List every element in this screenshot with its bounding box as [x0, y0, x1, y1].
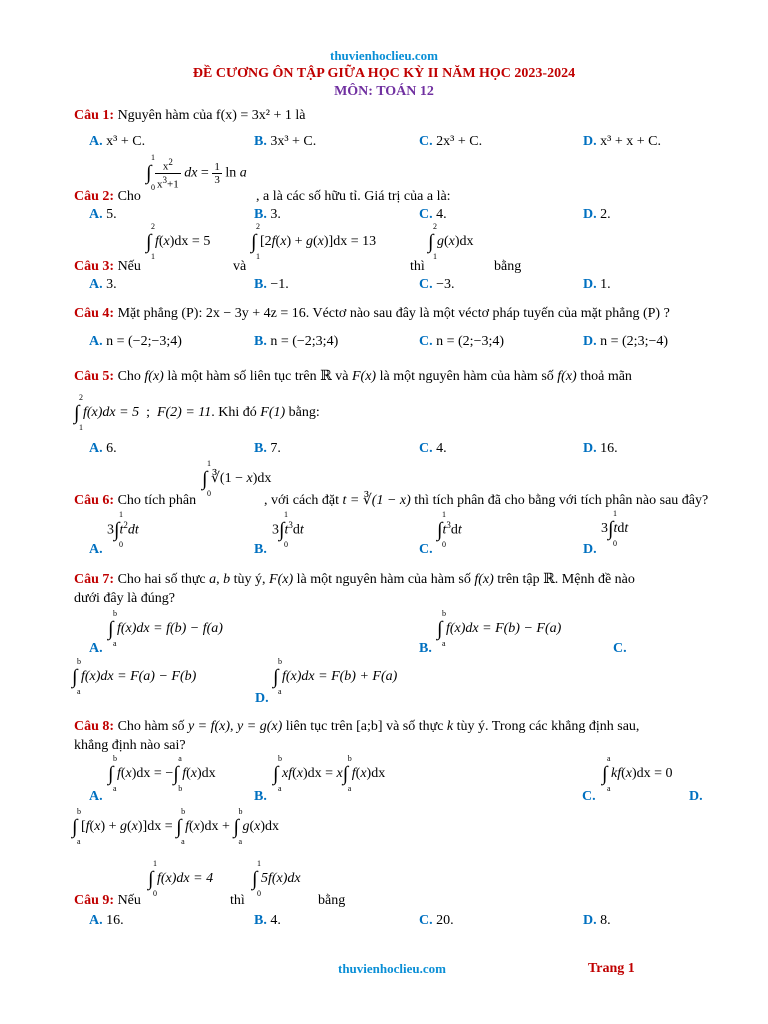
option-label: A.: [89, 134, 103, 149]
option-label: C.: [419, 277, 433, 292]
option-text: f(x)dx = F(a) − F(b): [80, 669, 197, 685]
q3-option-b[interactable]: B. −1.: [254, 277, 289, 292]
q5-option-c[interactable]: C. 4.: [419, 441, 447, 456]
q8-option-c[interactable]: ∫ a a kf(x)dx = 0: [602, 754, 673, 793]
q9-option-a[interactable]: A. 16.: [89, 913, 124, 928]
q7-option-a-label: [89, 640, 103, 657]
question-5-real-set: ℝ: [320, 369, 332, 384]
option-text: f(x)dx = F(b) − F(a): [445, 621, 562, 637]
question-6-text: Cho tích phân: [117, 493, 197, 508]
option-text: 6: [106, 441, 114, 456]
option-text: 4: [436, 441, 444, 456]
q5-option-b[interactable]: B. 7.: [254, 441, 281, 456]
question-8-text: Cho hàm số: [117, 719, 185, 734]
question-4: [74, 305, 670, 322]
q9-option-d[interactable]: D. 8.: [583, 913, 611, 928]
q3-formula-3: ∫ 2 1 g(x)dx: [428, 222, 474, 261]
header-site[interactable]: thuvienhoclieu.com: [330, 48, 438, 63]
option-label: C.: [419, 913, 433, 928]
question-5-text-1: là một hàm số liên tục trên: [167, 369, 317, 384]
option-text: 8: [600, 913, 608, 928]
q4-option-a[interactable]: [89, 333, 182, 350]
option-label: D.: [583, 207, 597, 222]
question-5-then: . Khi đó: [211, 405, 257, 421]
option-label: B.: [254, 789, 267, 804]
question-7-f: f(x): [474, 572, 494, 587]
option-text: x³ + x + C: [600, 134, 658, 149]
option-label: B.: [254, 277, 267, 292]
option-text: 20: [436, 913, 451, 928]
question-7-F: F(x): [269, 572, 294, 587]
q6-option-b[interactable]: 3∫ 1 0 $t^3dt$ B.: [254, 510, 304, 557]
option-text: n = (−2;3;4): [270, 334, 339, 349]
option-label: B.: [254, 913, 267, 928]
question-5-label: Câu 5:: [74, 369, 115, 384]
q2-option-a[interactable]: [89, 206, 117, 223]
option-label: B.: [419, 641, 432, 656]
question-5-text-2: và: [335, 369, 349, 384]
q3-option-c[interactable]: C. −3.: [419, 277, 455, 292]
q8-option-c-label: [582, 788, 596, 805]
question-1: [74, 107, 306, 124]
option-text: 16: [106, 913, 121, 928]
q7-option-c-label: [613, 640, 627, 657]
option-label: C.: [419, 207, 433, 222]
question-7-var-b: b: [223, 572, 231, 587]
question-9-label: Câu 9:: [74, 893, 115, 908]
document-title: ĐỀ CƯƠNG ÔN TẬP GIỮA HỌC KỲ II NĂM HỌC 2023-2024: [192, 66, 576, 81]
question-5-f-2: f(x): [557, 369, 577, 384]
q8-option-a[interactable]: ∫ b a f(x)dx = −∫ a b f(x)dx: [108, 754, 216, 793]
question-6-substitution: t = ∛(1 − x): [342, 493, 411, 508]
question-1-tail: là: [295, 108, 306, 123]
q6-option-d[interactable]: 3∫ 1 0 tdt D.: [583, 509, 629, 557]
question-5-f: f(x): [144, 369, 164, 384]
question-5-text-4: thoả mãn: [580, 369, 632, 384]
question-8-text-2: và số thực: [386, 719, 444, 734]
option-text: 4.: [436, 207, 447, 222]
question-5: [74, 368, 632, 385]
q4-option-c[interactable]: [419, 333, 504, 350]
question-5-line-2: ∫ 2 1 f(x)dx = 5 ; F(2) = 11. Khi đó F(1) bằng:: [74, 393, 320, 432]
option-label: C.: [419, 542, 433, 557]
q7-option-a[interactable]: ∫ b a f(x)dx = f(b) − f(a): [108, 609, 223, 648]
integral-sign: ∫ 1 0: [146, 153, 155, 193]
option-text: 7: [270, 441, 278, 456]
question-3-then: thì: [410, 259, 425, 274]
question-8-text-3: tùy ý. Trong các khẳng định sau,: [456, 719, 640, 734]
question-9-then: thì: [230, 893, 245, 908]
option-label: D.: [583, 277, 597, 292]
question-9-equals: bằng: [318, 893, 346, 908]
q4-option-d[interactable]: [583, 333, 668, 350]
option-label: C.: [419, 441, 433, 456]
option-text: 3x³ + C: [270, 134, 313, 149]
question-2-label: Câu 2:: [74, 189, 115, 204]
q5-option-a[interactable]: A. 6.: [89, 441, 117, 456]
option-text: 1: [600, 277, 608, 292]
option-label: C.: [419, 334, 433, 349]
question-5-text-3: là một nguyên hàm của hàm số: [379, 369, 554, 384]
option-label: A.: [89, 641, 103, 656]
q8-option-b-label: [254, 788, 267, 805]
question-8-interval: [a;b]: [356, 719, 383, 734]
option-label: D.: [583, 134, 597, 149]
option-text: 3: [106, 277, 114, 292]
q3-option-a[interactable]: A. 3.: [89, 277, 117, 292]
q7-option-d[interactable]: ∫ b a f(x)dx = F(b) + F(a): [273, 657, 398, 696]
question-6: [74, 492, 196, 509]
option-label: D.: [689, 789, 703, 804]
q9-target: ∫ 1 0 5f(x)dx: [252, 859, 301, 898]
option-label: A.: [89, 542, 103, 557]
question-5-text: Cho: [117, 369, 141, 384]
option-text: 2x³ + C: [436, 134, 479, 149]
question-3: [74, 258, 141, 275]
q1-option-b[interactable]: B. 3x³ + C.: [254, 134, 317, 149]
option-label: D.: [255, 691, 269, 706]
q2-option-b[interactable]: [254, 206, 281, 223]
option-text: −3: [436, 277, 452, 292]
question-2-text: Cho: [117, 189, 141, 204]
question-8-y2: y = g(x): [237, 719, 283, 734]
question-7-text-1: tùy ý,: [233, 572, 266, 587]
question-3-and: và: [233, 259, 247, 274]
option-text: 16: [600, 441, 615, 456]
option-text: n = (−2;−3;4): [106, 334, 182, 349]
q9-option-c[interactable]: C. 20.: [419, 913, 454, 928]
question-5-equals: bằng:: [288, 405, 320, 421]
question-7-text-3: trên tập: [497, 572, 540, 587]
option-label: B.: [254, 207, 267, 222]
footer-site[interactable]: thuvienhoclieu.com: [338, 961, 446, 976]
q6-option-c[interactable]: ∫ 1 0 $t^3dt$ C.: [419, 510, 462, 557]
option-label: D.: [583, 542, 597, 557]
option-text: 5.: [106, 207, 117, 222]
question-9-target: 5f(x)dx: [260, 871, 301, 887]
q6-option-a[interactable]: 3∫ 1 0 $t^2dt$ A.: [89, 510, 139, 557]
question-8-k: k: [446, 719, 454, 734]
question-8-text-1: liên tục trên: [285, 719, 353, 734]
question-6-tail: thì tích phân đã cho bằng với tích phân nào sau đây?: [414, 493, 709, 508]
option-label: A.: [89, 913, 103, 928]
option-label: B.: [254, 542, 267, 557]
q3-formula-2: ∫ 2 1 [2f(x) + g(x)]dx = 13: [251, 222, 377, 261]
option-label: C.: [419, 134, 433, 149]
option-label: A.: [89, 789, 103, 804]
question-8: Câu 8: Cho hàm số y = f(x), y = g(x) liên tục trên [a;b] và số thực k tùy ý. Trong các khẳng định sau,: [74, 719, 640, 734]
document-subject: MÔN: TOÁN 12: [334, 84, 434, 99]
integral-sign: ∫ 2 1: [74, 393, 83, 432]
q5-option-d[interactable]: D. 16.: [583, 441, 618, 456]
option-label: D.: [583, 441, 597, 456]
question-3-text: Nếu: [117, 259, 141, 274]
question-4-tail: . Véctơ nào sau đây là một véctơ pháp tuyến của mặt phẳng (P) ?: [305, 306, 670, 321]
question-3-equals: bằng: [494, 259, 522, 274]
question-1-expr: f(x) = 3x² + 1: [215, 108, 292, 123]
option-text: n = (2;3;−4): [600, 334, 669, 349]
question-9-condition: f(x)dx = 4: [156, 871, 214, 887]
option-text: f(x)dx = F(b) + F(a): [281, 669, 398, 685]
q2-option-d[interactable]: [583, 206, 611, 223]
question-5-condition-2: F(2) = 11: [156, 405, 212, 421]
question-4-text: Mặt phẳng: [117, 306, 178, 321]
option-text: x³ + C: [106, 134, 142, 149]
option-text: 2.: [600, 207, 611, 222]
q1-option-c[interactable]: C. 2x³ + C.: [419, 134, 483, 149]
option-label: B.: [254, 134, 267, 149]
option-text: n = (2;−3;4): [436, 334, 505, 349]
question-5-F: F(x): [352, 369, 377, 384]
option-label: A.: [89, 207, 103, 222]
option-label: D.: [583, 913, 597, 928]
question-5-F1: F(1): [260, 405, 286, 421]
question-7-var-a: a: [209, 572, 217, 587]
option-label: B.: [254, 441, 267, 456]
question-4-plane: (P): 2x − 3y + 4z = 16: [181, 306, 306, 321]
q8-option-b[interactable]: ∫ b a xf(x)dx = x∫ b a f(x)dx: [273, 754, 386, 793]
question-1-text: Nguyên hàm của: [117, 108, 213, 123]
question-9-text: Nếu: [117, 893, 141, 908]
q6-integral: ∫ 1 0 ∛(1 − x)dx: [202, 459, 272, 498]
q2-integral-formula: ∫ 1 0 $\frac{x^2}{x^3+1}$ dx = $\frac{1}{3}$ ln a: [146, 153, 247, 193]
question-7-text-4: . Mệnh đề nào: [554, 572, 635, 587]
q3-formula-1: ∫ 2 1 f(x)dx = 5: [146, 222, 211, 261]
option-label: A.: [89, 334, 103, 349]
question-2: [74, 188, 141, 205]
q1-option-a[interactable]: A. x³ + C.: [89, 134, 146, 149]
option-label: D.: [583, 334, 597, 349]
question-9: [74, 892, 141, 909]
option-label: A.: [89, 277, 103, 292]
question-8-label: Câu 8:: [74, 719, 115, 734]
q7-option-c[interactable]: ∫ b a f(x)dx = F(a) − F(b): [72, 657, 197, 696]
question-6-label: Câu 6:: [74, 493, 115, 508]
question-2-tail: , a là các số hữu tỉ. Giá trị của a là:: [256, 189, 451, 204]
question-7-line-2: dưới đây là đúng?: [74, 591, 175, 606]
option-label: A.: [89, 441, 103, 456]
question-5-condition-1: f(x)dx = 5: [82, 405, 140, 421]
q7-option-b-label: [419, 640, 432, 657]
option-text: f(x)dx = f(b) − f(a): [116, 621, 223, 637]
option-text: −1: [270, 277, 286, 292]
q4-option-b[interactable]: [254, 333, 338, 350]
q7-option-d-label: [255, 690, 269, 707]
q1-option-d[interactable]: D. x³ + x + C.: [583, 134, 661, 149]
question-1-label: Câu 1:: [74, 108, 115, 123]
option-label: C.: [613, 641, 627, 656]
q7-option-b[interactable]: ∫ b a f(x)dx = F(b) − F(a): [437, 609, 562, 648]
q8-option-a-label: [89, 788, 103, 805]
q8-option-d-label: [689, 788, 703, 805]
q8-option-d[interactable]: ∫ b a [f(x) + g(x)]dx = ∫ b a f(x)dx + ∫ b a g(x)dx: [72, 807, 279, 846]
question-6-mid-text: , với cách đặt: [264, 493, 340, 508]
option-label: C.: [582, 789, 596, 804]
q9-option-b[interactable]: B. 4.: [254, 913, 281, 928]
question-8-line-2: khẳng định nào sai?: [74, 738, 186, 753]
question-7-label: Câu 7:: [74, 572, 115, 587]
option-text: 3.: [270, 207, 281, 222]
option-label: B.: [254, 334, 267, 349]
question-7-text: Cho hai số thực: [117, 572, 206, 587]
q3-option-d[interactable]: D. 1.: [583, 277, 611, 292]
question-6-mid: [264, 492, 708, 509]
option-text: 4: [270, 913, 278, 928]
question-7-text-2: là một nguyên hàm của hàm số: [296, 572, 471, 587]
question-7-real-set: ℝ: [543, 572, 555, 587]
q9-condition: ∫ 1 0 f(x)dx = 4: [148, 859, 214, 898]
q2-option-c[interactable]: [419, 206, 447, 223]
page-number: Trang 1: [588, 961, 635, 976]
question-7: [74, 571, 635, 588]
question-7-comma: ,: [216, 572, 220, 587]
question-4-label: Câu 4:: [74, 306, 115, 321]
question-8-y1: y = f(x): [187, 719, 231, 734]
question-3-label: Câu 3:: [74, 259, 115, 274]
